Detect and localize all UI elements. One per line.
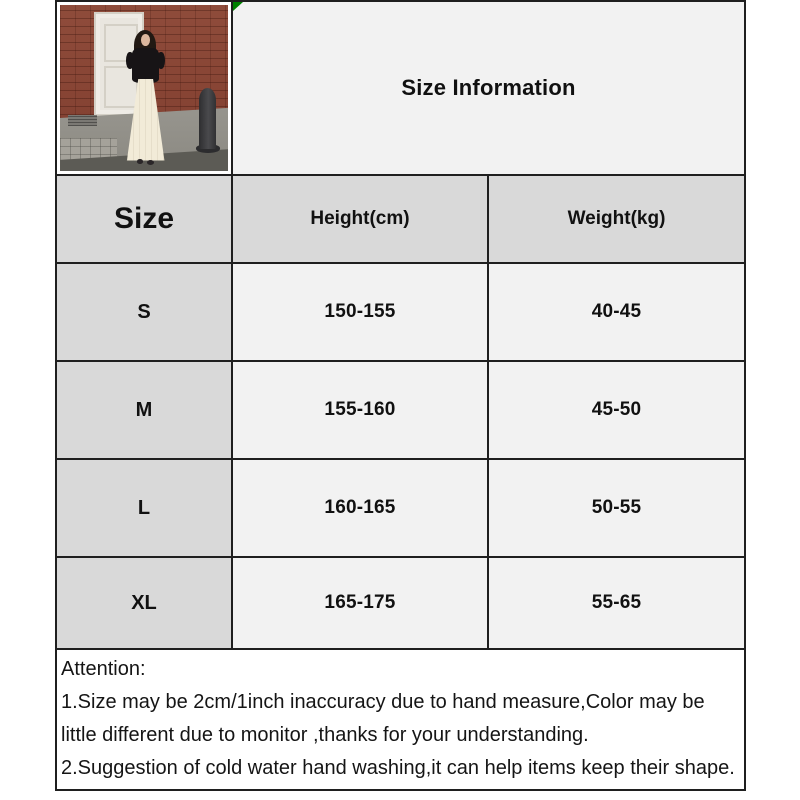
drain-grate: [68, 115, 97, 127]
cream-skirt: [121, 79, 170, 161]
attention-note-1: 1.Size may be 2cm/1inch inaccuracy due to hand measure,Color may be little different due to monitor ,thanks for your understanding.: [61, 691, 705, 746]
table-row-l-height: 160-165: [233, 460, 487, 556]
header-height: Height(cm): [233, 176, 487, 262]
bollard: [199, 88, 216, 149]
table-row-s-weight: 40-45: [489, 264, 744, 360]
attention-title: Attention:: [61, 658, 146, 680]
table-row-s-size: S: [57, 264, 231, 360]
table-row-m-size: M: [57, 362, 231, 458]
page-title: Size Information: [401, 75, 576, 100]
product-photo: [60, 5, 228, 171]
attention-note-2: 2.Suggestion of cold water hand washing,it can help items keep their shape.: [61, 757, 735, 779]
black-top: [132, 48, 160, 83]
size-information-sheet: [55, 0, 746, 791]
table-row-xl-weight: 55-65: [489, 558, 744, 648]
green-corner-marker-icon: [233, 2, 243, 11]
table-row-m-weight: 45-50: [489, 362, 744, 458]
table-row-xl-size: XL: [57, 558, 231, 648]
product-photo-cell: [57, 2, 231, 174]
header-size: Size: [57, 176, 231, 262]
table-row-s-height: 150-155: [233, 264, 487, 360]
table-row-xl-height: 165-175: [233, 558, 487, 648]
table-row-l-size: L: [57, 460, 231, 556]
attention-note: [57, 650, 744, 789]
table-row-l-weight: 50-55: [489, 460, 744, 556]
banner-cell: [233, 2, 744, 174]
header-weight: Weight(kg): [489, 176, 744, 262]
table-row-m-height: 155-160: [233, 362, 487, 458]
model: [120, 30, 170, 166]
